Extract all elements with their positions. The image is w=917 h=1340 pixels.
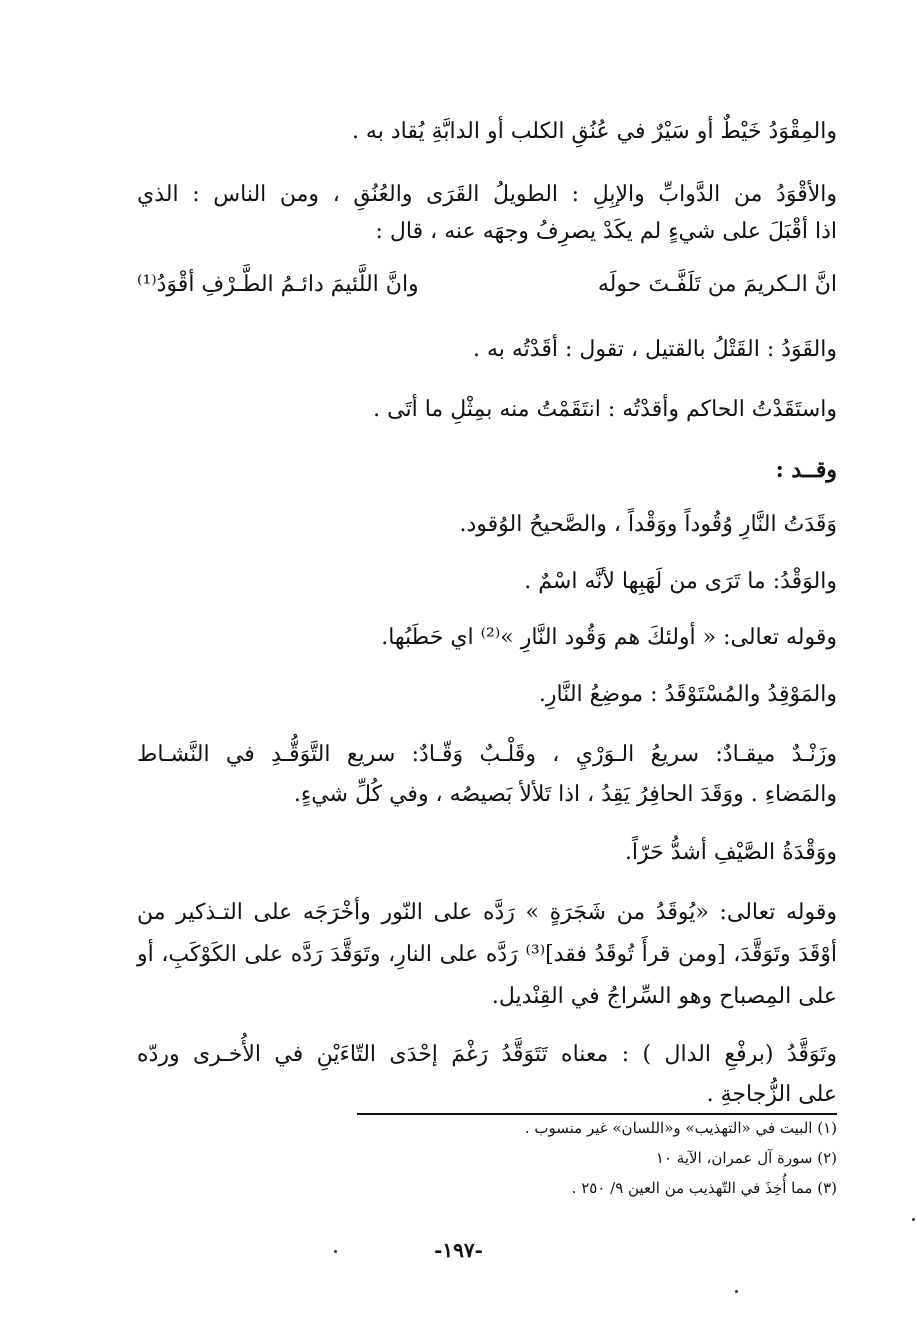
text-line-mawqid: والمَوْقِدُ والمُسْتَوْقَدُ : موضِعُ النَّارِ. [538,682,837,707]
text-line-qawad: والقَوَدُ : القَتْلُ بالقتيل ، تقول : أقَدْتُه به . [472,337,837,362]
text-line-yuqad: وقوله تعالى: «يُوقَدُ من شَجَرَةٍ » رَدَّه على النّور وأخْرَجَه على التـذكير من [137,900,837,925]
text-line-waqdat-alsayf: ووَقْدَةُ الصَّيْفِ أشدُّ حَرّاً. [624,840,837,865]
scan-speck [735,1290,738,1293]
text-line-miqwad: والمِقْوَدُ خَيْطٌ أو سَيْرٌ في عُنُقِ الكلب أو الدابَّةِ يُقاد به . [351,119,837,144]
text-line-zand: وزَنْـدٌ ميقـادٌ: سريعُ الـوَرْيِ ، وقَلْـبٌ وَقّـادٌ: سريع التَّوَقُّـدِ في النَّشـاط [137,742,837,767]
text-line-istaqadt: واستَقَدْتُ الحاكم وأقدْتُه : انتَقَمْتُ منه بمِثْلِ ما أتَى . [373,397,837,422]
text-line-awqad: أوْقَدَ وتَوَقَّدَ، [ومن قرأَ تُوقَدُ فقد]⁽³⁾ رَدَّه على النارِ، وتَوَقَّدَ رَدَّه على الكَوْكَبِ، أو [137,942,837,967]
text-line-aqbala: اذا أقْبَلَ على شيءٍ لم يكَدْ يصرِفُ وجهَه عنه ، قال : [375,219,837,244]
footnote-1: (١) البيت في «التهذيب» و«اللسان» غير منسوب . [524,1119,837,1137]
scan-speck [334,1250,337,1253]
footnote-2: (٢) سورة آل عمران، الآية ١٠ [655,1149,837,1167]
page-number: -١٩٧- [434,1238,483,1262]
footnote-separator [357,1113,837,1115]
text-line-alwaqd: والوَقْدُ: ما تَرَى من لَهَبِها لأنَّه اسْمٌ . [524,569,837,594]
text-line-aqwad: والأقْوَدُ من الدَّوابِّ والإبِلِ : الطويلُ القَرَى والعُنُقِ ، ومن الناس : الذي [137,182,837,207]
section-heading-waqd: وقــد : [775,457,837,483]
text-line-ulaika: وقوله تعالى: « أولئكَ هم وَقُود النَّارِ »⁽²⁾ اي حَطَبُها. [381,625,837,650]
poetry-verse [137,270,837,300]
scan-speck [912,1218,915,1221]
text-line-misbah: على المِصباح وهو السِّراجُ في القِنْديل. [491,984,837,1009]
text-line-tawaqqadu: وتَوَقَّدُ (برفْعِ الدال ) : معناه تَتَوَقَّدُ رَغْمَ إحْدَى التّاءَيْنِ في الأُخـرى وردّه [137,1042,837,1067]
verse-second-hemistich: وانَّ اللَّئيمَ دائـمُ الطَّـرْفِ أقْوَدُ⁽¹⁾ [137,272,419,297]
verse-first-hemistich: انَّ الـكريمَ من تَلَفَّـتَ حولَه [597,272,837,297]
text-line-zujaja: على الزُّجاجةِ . [706,1082,837,1107]
text-line-madaa: والمَضاءِ . ووَقَدَ الحافِرُ يَقِدُ ، اذا تَلألأ بَصيصُه ، وفي كُلِّ شيءٍ. [293,782,837,807]
text-line-waqadat: وَقَدَتُ النَّارِ وُقُوداً ووَقْداً ، والصَّحيحُ الوُقود. [459,512,837,537]
footnote-3: (٣) مما أُخِذَ في التّهذيب من العين ٩/ ٢٥٠ . [571,1179,837,1197]
